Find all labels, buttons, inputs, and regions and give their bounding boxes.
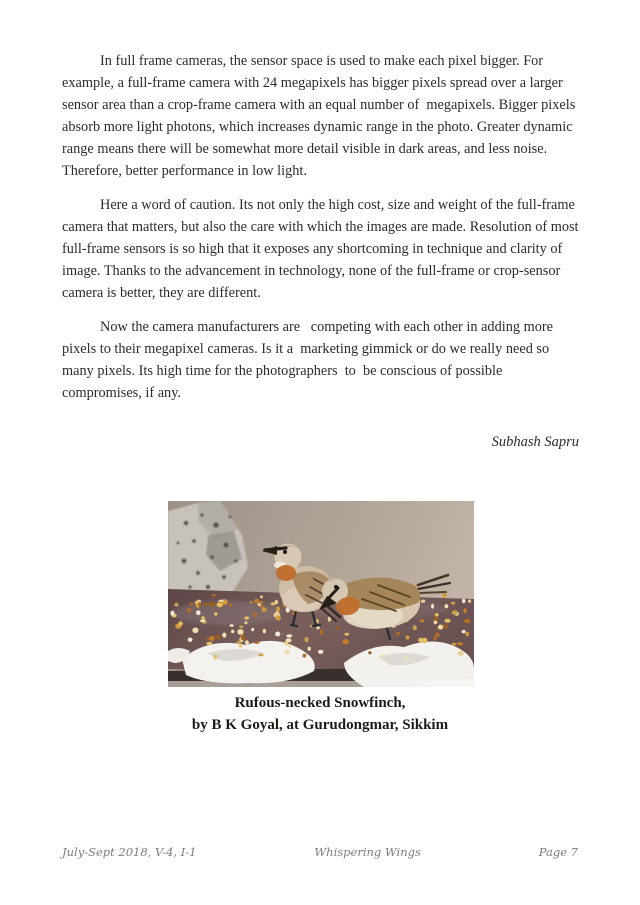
paragraph-word-of-caution: Here a word of caution. Its not only the high cost, size and weight of the full-frame camera that matters, but also the care with which the images are made. Resolution of most full-frame sensors is so high that it exposes any shortcoming in technique and clarity of image. Thanks to the advancement in technology, none of the full-frame or crop-sensor camera is better, they are different. — [62, 197, 583, 301]
snowfinch-photo-illustration — [168, 501, 474, 687]
page-footer — [62, 845, 578, 859]
footer-page-number: Page 7 — [538, 845, 578, 859]
footer-journal-title: Whispering Wings — [314, 845, 421, 859]
paragraph-megapixel-race: Now the camera manufacturers are competing with each other in adding more pixels to their megapixel cameras. Is it a marketing gimmick or do we really need so many pixels. Its high time for the photographers to be conscious of possible compromises, if any. — [62, 319, 557, 401]
article-body — [62, 50, 583, 451]
photo-caption — [0, 692, 640, 736]
bird-photo — [168, 501, 474, 687]
caption-line-1: Rufous-necked Snowfinch, — [234, 695, 406, 711]
caption-line-2: by B K Goyal, at Gurudongmar, Sikkim — [191, 717, 449, 733]
paragraph-full-frame-sensor: In full frame cameras, the sensor space is used to make each pixel bigger. For example, a full-frame camera with 24 megapixels has bigger pixels spread over a larger sensor area than a crop-frame camera with an equal number of megapixels. Bigger pixels absorb more light photons, which increases dynamic range in the photo. Greater dynamic range means there will be somewhat more detail visible in dark areas, and less noise. Therefore, better performance in low light. — [62, 53, 579, 179]
footer-issue-info: July-Sept 2018, V-4, I-1 — [62, 845, 197, 859]
author-byline: Subhash Sapru — [491, 434, 579, 450]
